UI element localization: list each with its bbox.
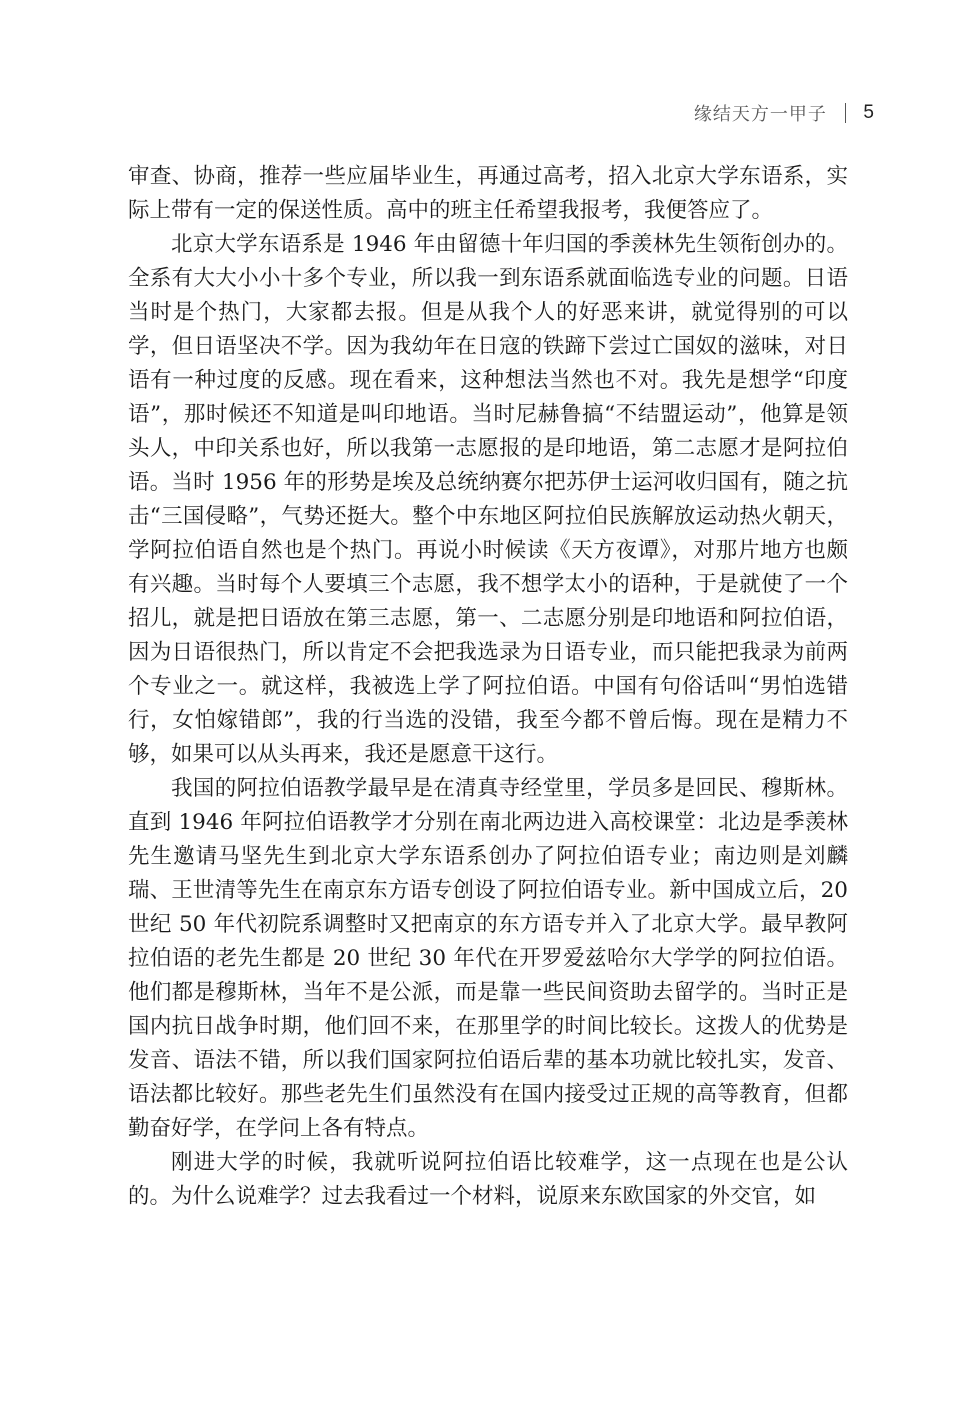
paragraph-continued: 审查、协商，推荐一些应届毕业生，再通过高考，招入北京大学东语系，实际上带有一定的保送性质。高中的班主任希望我报考，我便答应了。 bbox=[128, 164, 848, 223]
header-divider bbox=[845, 103, 847, 123]
section-title: 缘结天方一甲子 bbox=[693, 104, 827, 125]
paragraph-arabic-difficulty: 刚进大学的时候，我就听说阿拉伯语比较难学，这一点现在也是公认的。为什么说难学？过去我看过一个材料，说原来东欧国家的外交官，如 bbox=[128, 1150, 848, 1209]
body-text bbox=[128, 160, 848, 1214]
page-number: 5 bbox=[863, 102, 874, 123]
paragraph-arabic-history: 我国的阿拉伯语教学最早是在清真寺经堂里，学员多是回民、穆斯林。直到 1946 年阿拉伯语教学才分别在南北两边进入高校课堂：北边是季羡林先生邀请马坚先生到北京大学东语系创办了阿拉伯语专业；南边则是刘麟瑞、王世清等先生在南京东方语专创设了阿拉伯语专业。新中国成立后，20 世纪 50 年代初院系调整时又把南京的东方语专并入了北京大学。最早教阿拉伯语的老先生都是 20 世纪 30 年代在开罗爱兹哈尔大学学的阿拉伯语。他们都是穆斯林，当年不是公派，而是靠一些民间资助去留学的。当时正是国内抗日战争时期，他们回不来，在那里学的时间比较长。这拨人的优势是发音、语法不错，所以我们国家阿拉伯语后辈的基本功就比较扎实，发音、语法都比较好。那些老先生们虽然没有在国内接受过正规的高等教育，但都勤奋好学，在学问上各有特点。 bbox=[128, 776, 848, 1141]
paragraph-choosing-major: 北京大学东语系是 1946 年由留德十年归国的季羡林先生领衔创办的。全系有大大小小十多个专业，所以我一到东语系就面临选专业的问题。日语当时是个热门，大家都去报。但是从我个人的好恶来讲，就觉得别的可以学，但日语坚决不学。因为我幼年在日寇的铁蹄下尝过亡国奴的滋味，对日语有一种过度的反感。现在看来，这种想法当然也不对。我先是想学“印度语”，那时候还不知道是叫印地语。当时尼赫鲁搞“不结盟运动”，他算是领头人，中印关系也好，所以我第一志愿报的是印地语，第二志愿才是阿拉伯语。当时 1956 年的形势是埃及总统纳赛尔把苏伊士运河收归国有，随之抗击“三国侵略”，气势还挺大。整个中东地区阿拉伯民族解放运动热火朝天，学阿拉伯语自然也是个热门。再说小时候读《天方夜谭》，对那片地方也颇有兴趣。当时每个人要填三个志愿，我不想学太小的语种，于是就使了一个招儿，就是把日语放在第三志愿，第一、二志愿分别是印地语和阿拉伯语，因为日语很热门，所以肯定不会把我选录为日语专业，而只能把我录为前两个专业之一。就这样，我被选上学了阿拉伯语。中国有句俗话叫“男怕选错行，女怕嫁错郎”，我的行当选的没错，我至今都不曾后悔。现在是精力不够，如果可以从头再来，我还是愿意干这行。 bbox=[128, 232, 848, 767]
running-header bbox=[694, 98, 874, 128]
